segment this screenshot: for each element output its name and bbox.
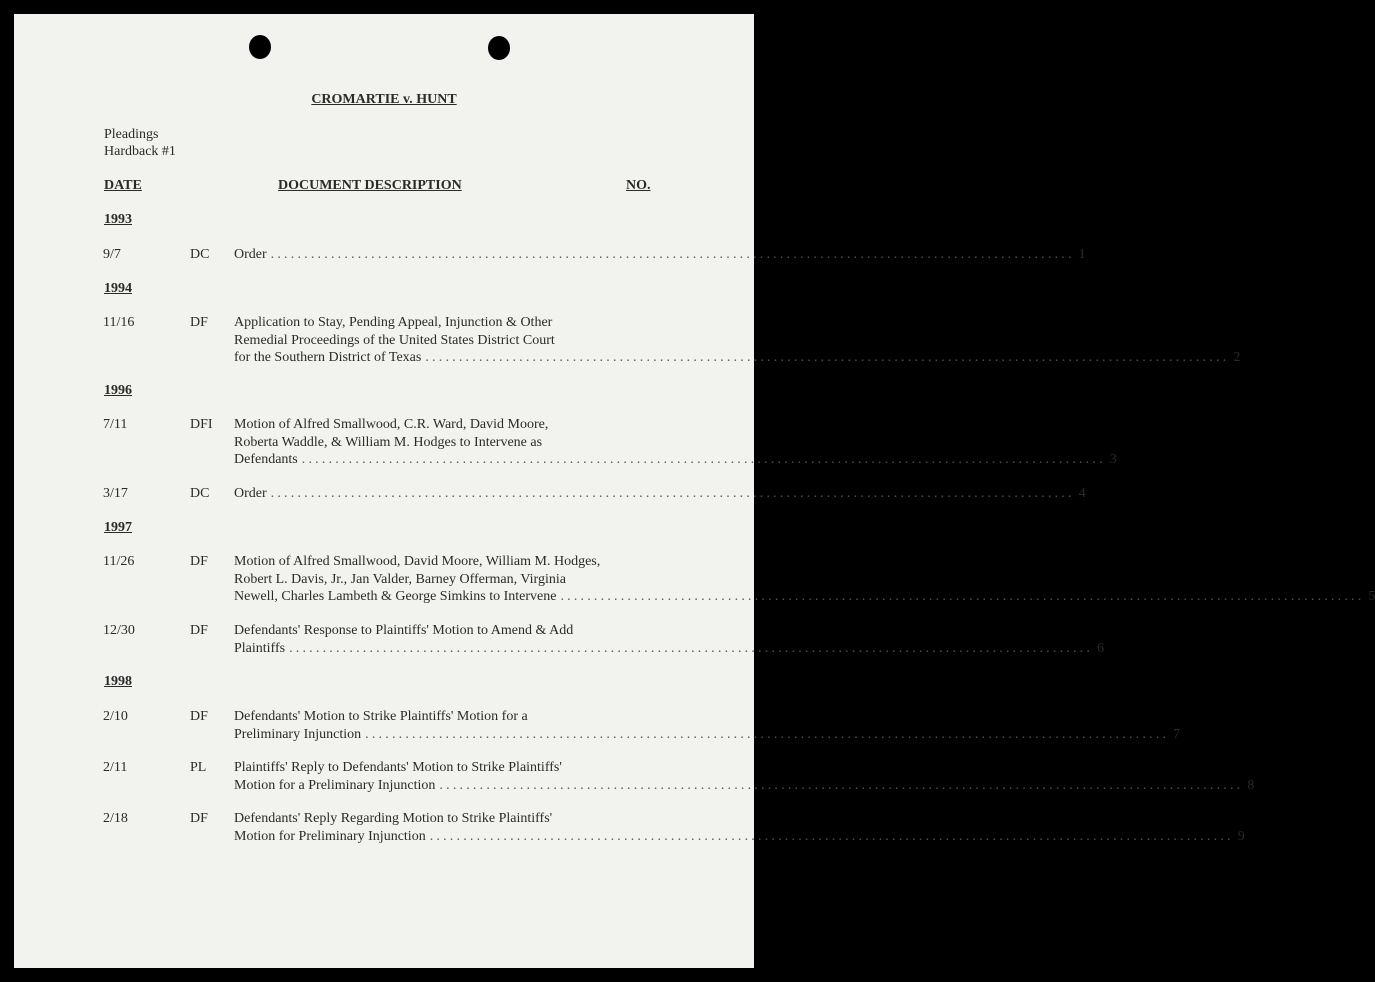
entry-line: Preliminary Injunction [234,726,362,742]
entry-line: Defendants [234,452,298,467]
entry-line: Motion of Alfred Smallwood, David Moore, William M. Hodges, [234,554,601,569]
entry-line: Defendants' Response to Plaintiffs' Motion to Amend & Add [234,623,574,638]
entry-line: Newell, Charles Lambeth & George Simkins to Intervene [234,589,557,604]
entry-line: for the Southern District of Texas [234,350,422,365]
entry-number: 8 [1247,777,1255,793]
year-heading: 1997 [104,520,132,535]
entry-date: 2/10 [103,709,128,724]
entry-line: Defendants' Motion to Strike Plaintiffs' Motion for a [234,709,528,724]
meta-pleadings: Pleadings [104,127,159,142]
entry-description [234,246,1086,264]
entry-number: 7 [1173,726,1181,742]
leader-dots: ........................................................................................................................ [365,726,1170,742]
entry-code: DF [190,315,208,330]
entry-line: Motion of Alfred Smallwood, C.R. Ward, David Moore, [234,417,549,432]
punch-hole-right [488,36,510,60]
entry-description [234,416,1117,469]
entry-line: Defendants' Reply Regarding Motion to Strike Plaintiffs' [234,811,553,826]
entry-description [234,553,1375,606]
entry-description [234,759,1255,794]
leader-dots: ........................................................................................................................ [439,777,1244,793]
entry-number: 6 [1097,640,1105,656]
entry-number: 2 [1233,350,1241,365]
entry-number: 9 [1237,828,1245,844]
leader-dots: ........................................................................................................................ [425,350,1230,365]
entry-code: PL [190,760,207,775]
entry-code: DF [190,554,208,569]
entry-number: 1 [1078,247,1086,262]
entry-description [234,314,1241,367]
document-title: CROMARTIE v. HUNT [311,92,457,107]
entry-date: 11/26 [103,554,135,569]
entry-date: 12/30 [103,623,135,638]
entry-date: 9/7 [103,247,121,262]
leader-dots: ........................................................................................................................ [301,452,1106,467]
entry-line: Roberta Waddle, & William M. Hodges to Intervene as [234,434,543,450]
leader-dots: ........................................................................................................................ [429,828,1234,844]
leader-dots: ........................................................................................................................ [270,247,1075,262]
column-header-date: DATE [104,178,142,193]
punch-hole-left [249,35,271,59]
entry-code: DF [190,709,208,724]
entry-code: DFI [190,417,213,432]
entry-description [234,708,1181,743]
entry-number: 3 [1109,452,1117,467]
entry-description [234,622,1105,657]
document-page [14,14,1375,968]
year-heading: 1996 [104,383,132,398]
entry-code: DC [190,247,210,262]
entry-code: DF [190,623,208,638]
entry-line: Motion for Preliminary Injunction [234,828,426,844]
entry-line: Plaintiffs [234,640,286,656]
entry-line: Order [234,247,267,262]
leader-dots: ........................................................................................................................ [289,640,1094,656]
column-header-no: NO. [626,178,651,193]
entry-line: Robert L. Davis, Jr., Jan Valder, Barney Offerman, Virginia [234,571,566,587]
entry-code: DF [190,811,208,826]
entry-date: 2/18 [103,811,128,826]
year-heading: 1998 [104,674,132,689]
entry-number: 5 [1368,589,1375,604]
year-heading: 1994 [104,281,132,296]
meta-hardback: Hardback #1 [104,144,176,159]
entry-code: DC [190,486,210,501]
entry-description [234,485,1086,503]
leader-dots: ........................................................................................................................ [270,486,1075,501]
column-header-description: DOCUMENT DESCRIPTION [278,178,462,193]
year-heading: 1993 [104,212,132,227]
entry-date: 11/16 [103,315,135,330]
entry-line: Plaintiffs' Reply to Defendants' Motion to Strike Plaintiffs' [234,760,562,775]
entry-line: Motion for a Preliminary Injunction [234,777,436,793]
entry-date: 2/11 [103,760,128,775]
entry-line: Remedial Proceedings of the United States District Court [234,332,555,348]
entry-date: 3/17 [103,486,128,501]
entry-date: 7/11 [103,417,128,432]
entry-description [234,810,1245,845]
entry-line: Order [234,486,267,501]
entry-line: Application to Stay, Pending Appeal, Injunction & Other [234,315,553,330]
leader-dots: ........................................................................................................................ [560,589,1365,604]
entry-number: 4 [1078,486,1086,501]
